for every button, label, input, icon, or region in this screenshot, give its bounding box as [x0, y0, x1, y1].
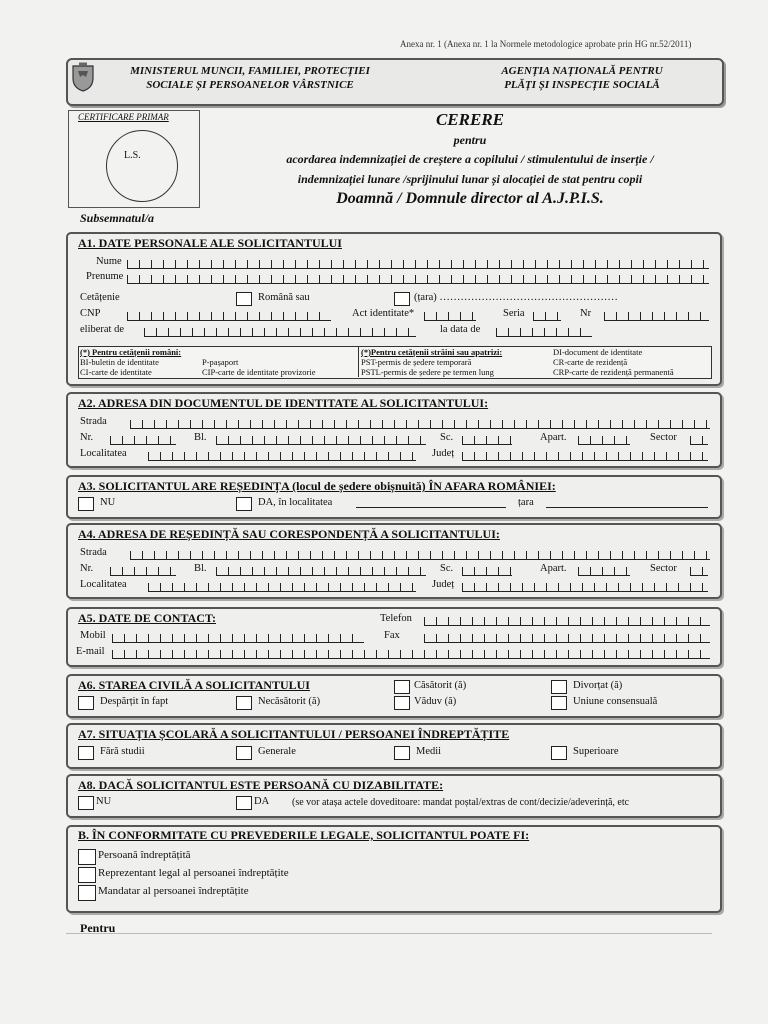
- a4-strada-label: Strada: [80, 547, 107, 558]
- act-identitate-label: Act identitate*: [352, 308, 415, 319]
- vaduv-checkbox[interactable]: [394, 696, 410, 710]
- a2-bl-field[interactable]: [216, 436, 426, 445]
- eliberat-label: eliberat de: [80, 324, 125, 335]
- a4-sector-field[interactable]: [690, 567, 708, 576]
- a2-nr-field[interactable]: [110, 436, 176, 445]
- legend-p: P-pașaport: [202, 357, 239, 367]
- legend-pst: PST-permis de ședere temporară: [361, 357, 472, 367]
- mandatar-checkbox[interactable]: [78, 885, 96, 901]
- medii-checkbox[interactable]: [394, 746, 410, 760]
- a4-localitatea-label: Localitatea: [80, 579, 127, 590]
- section-a4-heading: A4. ADRESA DE REȘEDINȚĂ SAU CORESPONDENȚĂ A SOLICITANTULUI:: [78, 527, 500, 541]
- reprezentant-legal-label: Reprezentant legal al persoanei îndreptățite: [98, 867, 289, 879]
- a8-nu-checkbox[interactable]: [78, 796, 94, 810]
- a2-sector-field[interactable]: [690, 436, 708, 445]
- uniune-checkbox[interactable]: [551, 696, 567, 710]
- nr-act-field[interactable]: [604, 312, 709, 321]
- nr-act-label: Nr: [580, 308, 592, 319]
- uniune-label: Uniune consensuală: [573, 696, 658, 707]
- medii-label: Medii: [416, 746, 442, 757]
- nume-field[interactable]: [127, 260, 709, 269]
- fax-field[interactable]: [424, 634, 710, 643]
- stamp-label: L.S.: [124, 150, 141, 161]
- legend-romani-title: (*) Pentru cetățenii români:: [80, 347, 182, 357]
- a4-judet-field[interactable]: [462, 583, 708, 592]
- despartit-label: Despărțit în fapt: [100, 696, 169, 707]
- romana-label: Română sau: [258, 292, 310, 303]
- reprezentant-legal-checkbox[interactable]: [78, 867, 96, 883]
- a2-strada-label: Strada: [80, 416, 107, 427]
- a3-da-checkbox[interactable]: [236, 497, 252, 511]
- legend-pstl: PSTL-permis de ședere pe termen lung: [361, 367, 494, 377]
- a4-nr-field[interactable]: [110, 567, 176, 576]
- cetatenie-label: Cetățenie: [80, 292, 120, 303]
- a2-localitatea-label: Localitatea: [80, 448, 127, 459]
- fax-label: Fax: [384, 630, 400, 641]
- coat-of-arms-icon: [70, 62, 96, 92]
- legend-divider: [358, 346, 359, 377]
- form-subtitle: pentru: [453, 133, 487, 147]
- a2-bl-label: Bl.: [194, 432, 207, 443]
- romana-checkbox[interactable]: [236, 292, 252, 306]
- superioare-checkbox[interactable]: [551, 746, 567, 760]
- la-data-label: la data de: [440, 324, 481, 335]
- divortat-checkbox[interactable]: [551, 680, 567, 694]
- a4-judet-label: Județ: [432, 579, 455, 590]
- a4-sc-label: Sc.: [440, 563, 454, 574]
- prenume-label: Prenume: [86, 271, 124, 282]
- a4-sector-label: Sector: [650, 563, 677, 574]
- legend-cr: CR-carte de rezidență: [553, 357, 628, 367]
- a2-strada-field[interactable]: [130, 420, 710, 429]
- a3-tara-label: țara: [518, 497, 534, 508]
- pentru-field[interactable]: [66, 933, 712, 934]
- legend-ci: CI-carte de identitate: [80, 367, 152, 377]
- a4-apart-field[interactable]: [578, 567, 630, 576]
- addressee: Doamnă / Domnule director al A.J.P.I.S.: [336, 190, 604, 207]
- a4-nr-label: Nr.: [80, 563, 94, 574]
- legend-cip: CIP-carte de identitate provizorie: [202, 367, 316, 377]
- ministry-name-line1: MINISTERUL MUNCII, FAMILIEI, PROTECȚIEI: [130, 65, 370, 77]
- mobil-field[interactable]: [112, 634, 364, 643]
- generale-checkbox[interactable]: [236, 746, 252, 760]
- la-data-field[interactable]: [496, 328, 592, 337]
- a2-sector-label: Sector: [650, 432, 677, 443]
- a8-nu-label: NU: [96, 796, 112, 807]
- agency-name-line1: AGENȚIA NAȚIONALĂ PENTRU: [501, 65, 663, 77]
- a4-apart-label: Apart.: [540, 563, 567, 574]
- a3-localitatea-field[interactable]: [356, 507, 506, 508]
- eliberat-field[interactable]: [144, 328, 416, 337]
- a4-sc-field[interactable]: [462, 567, 512, 576]
- vaduv-label: Văduv (ă): [414, 696, 457, 707]
- a3-tara-field[interactable]: [546, 507, 708, 508]
- a8-da-checkbox[interactable]: [236, 796, 252, 810]
- email-field[interactable]: [112, 650, 710, 659]
- form-purpose-line2: indemnizației lunare /sprijinului lunar și alocației de stat pentru copii: [297, 172, 643, 186]
- casatorit-label: Căsătorit (ă): [414, 680, 467, 691]
- section-a5-heading: A5. DATE DE CONTACT:: [78, 611, 217, 625]
- a4-localitatea-field[interactable]: [148, 583, 416, 592]
- section-a6-heading: A6. STAREA CIVILĂ A SOLICITANTULUI: [78, 678, 310, 692]
- a8-note: (se vor atașa actele doveditoare: mandat poștal/extras de cont/decizie/adeverință, etc: [292, 797, 630, 808]
- email-label: E-mail: [76, 646, 105, 657]
- mobil-label: Mobil: [80, 630, 106, 641]
- prenume-field[interactable]: [127, 275, 709, 284]
- a3-nu-label: NU: [100, 497, 116, 508]
- necasatorit-label: Necăsătorit (ă): [258, 696, 321, 707]
- legend-bi: BI-buletin de identitate: [80, 357, 159, 367]
- agency-name-line2: PLĂȚI ȘI INSPECȚIE SOCIALĂ: [504, 79, 660, 91]
- annex-reference: Anexa nr. 1 (Anexa nr. 1 la Normele metodologice aprobate prin HG nr.52/2011): [400, 39, 692, 49]
- a3-da-label: DA, în localitatea: [258, 497, 333, 508]
- necasatorit-checkbox[interactable]: [236, 696, 252, 710]
- fara-studii-checkbox[interactable]: [78, 746, 94, 760]
- stamp-circle: [106, 130, 178, 202]
- subsemnatul-label: Subsemnatul/a: [80, 211, 155, 225]
- form-title: CERERE: [435, 110, 505, 129]
- telefon-field[interactable]: [424, 617, 710, 626]
- persoana-indreptatita-label: Persoană îndreptățită: [98, 849, 191, 861]
- a4-strada-field[interactable]: [130, 551, 710, 560]
- a2-sc-field[interactable]: [462, 436, 512, 445]
- casatorit-checkbox[interactable]: [394, 680, 410, 694]
- generale-label: Generale: [258, 746, 296, 757]
- legend-straini-title: (*)Pentru cetățenii străini sau apatrizi:: [361, 347, 503, 357]
- legend-crp: CRP-carte de rezidență permanentă: [553, 367, 674, 377]
- mandatar-label: Mandatar al persoanei îndreptățite: [98, 885, 249, 897]
- section-a1-heading: A1. DATE PERSONALE ALE SOLICITANTULUI: [78, 236, 342, 250]
- seria-field[interactable]: [533, 312, 561, 321]
- telefon-label: Telefon: [380, 613, 412, 624]
- a4-bl-field[interactable]: [216, 567, 426, 576]
- tara-checkbox[interactable]: [394, 292, 410, 306]
- form-purpose-line1: acordarea indemnizației de creștere a copilului / stimulentului de inserție /: [286, 152, 654, 166]
- section-a2-heading: A2. ADRESA DIN DOCUMENTUL DE IDENTITATE AL SOLICITANTULUI:: [78, 396, 489, 410]
- cnp-field[interactable]: [127, 312, 331, 321]
- cnp-label: CNP: [80, 308, 101, 319]
- section-a8-heading: A8. DACĂ SOLICITANTUL ESTE PERSOANĂ CU DIZABILITATE:: [78, 778, 444, 792]
- a2-nr-label: Nr.: [80, 432, 94, 443]
- certification-title: CERTIFICARE PRIMAR: [78, 112, 169, 122]
- a2-apart-field[interactable]: [578, 436, 630, 445]
- a2-sc-label: Sc.: [440, 432, 454, 443]
- a2-localitatea-field[interactable]: [148, 452, 416, 461]
- section-b-heading: B. ÎN CONFORMITATE CU PREVEDERILE LEGALE, SOLICITANTUL POATE FI:: [78, 828, 530, 842]
- fara-studii-label: Fără studii: [100, 746, 145, 757]
- a4-bl-label: Bl.: [194, 563, 207, 574]
- a3-nu-checkbox[interactable]: [78, 497, 94, 511]
- seria-label: Seria: [503, 308, 525, 319]
- act-identitate-field[interactable]: [424, 312, 476, 321]
- section-a7-heading: A7. SITUAȚIA ȘCOLARĂ A SOLICITANTULUI / PERSOANEI ÎNDREPTĂȚITE: [78, 727, 510, 741]
- a2-apart-label: Apart.: [540, 432, 567, 443]
- superioare-label: Superioare: [573, 746, 619, 757]
- pentru-label: Pentru: [80, 921, 116, 935]
- a2-judet-field[interactable]: [462, 452, 708, 461]
- despartit-checkbox[interactable]: [78, 696, 94, 710]
- tara-label: (țara) ……………………………………………: [414, 292, 618, 303]
- a2-judet-label: Județ: [432, 448, 455, 459]
- a8-da-label: DA: [254, 796, 270, 807]
- persoana-indreptatita-checkbox[interactable]: [78, 849, 96, 865]
- nume-label: Nume: [96, 256, 122, 267]
- divortat-label: Divorțat (ă): [573, 680, 623, 691]
- legend-di: DI-document de identitate: [553, 347, 643, 357]
- section-a3-heading: A3. SOLICITANTUL ARE REȘEDINȚA (locul de ședere obișnuită) ÎN AFARA ROMÂNIEI:: [78, 479, 556, 493]
- ministry-name-line2: SOCIALE ȘI PERSOANELOR VÂRSTNICE: [146, 79, 354, 91]
